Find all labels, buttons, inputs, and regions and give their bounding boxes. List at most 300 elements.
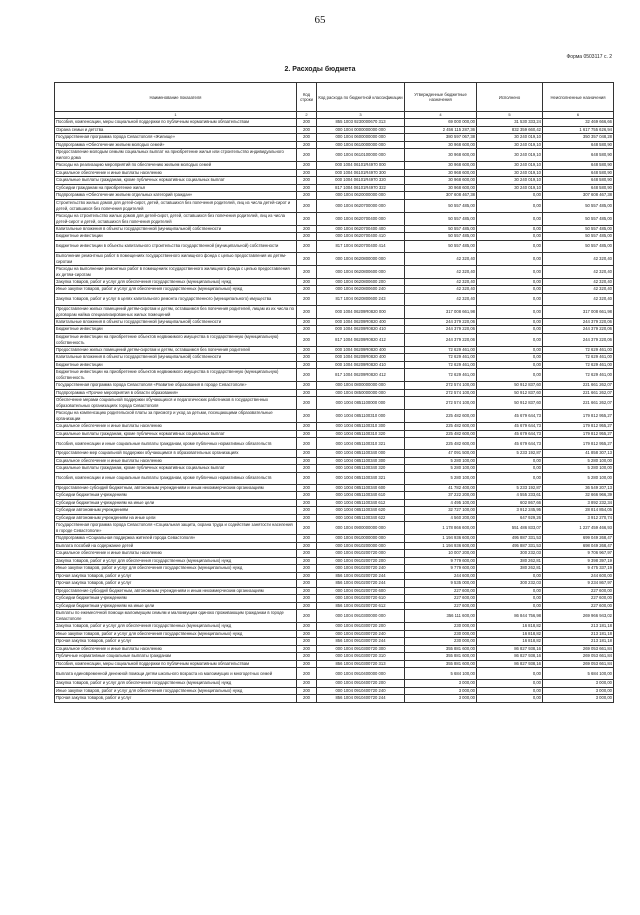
row-budget-code: 000 1004 0851100000 000 (317, 397, 405, 410)
row-unexecuted: 3 000,00 (543, 687, 614, 695)
row-approved: 10 007 200,00 (405, 550, 477, 558)
row-line-code: 200 (297, 141, 317, 149)
row-unexecuted: 50 557 485,00 (543, 240, 614, 252)
row-approved: 72 629 461,00 (405, 369, 477, 382)
row-budget-code: 000 1004 0851100340 000 (317, 450, 405, 458)
table-row (55, 326, 614, 334)
row-executed: 0,00 (477, 318, 543, 326)
row-name: Социальные выплаты гражданам, кроме публичных нормативных социальных выплат (55, 465, 297, 473)
row-unexecuted: 269 966 943,02 (543, 610, 614, 623)
row-name: Бюджетные инвестиции (55, 326, 297, 334)
row-line-code: 200 (297, 653, 317, 661)
row-name: Прочая закупка товаров, работ и услуг (55, 695, 297, 703)
row-unexecuted: 72 629 461,00 (543, 361, 614, 369)
row-executed: 45 679 644,73 (477, 430, 543, 438)
row-budget-code: 000 1004 0600000000 000 (317, 134, 405, 142)
row-budget-code: 000 1004 0620800000 000 (317, 252, 405, 265)
row-line-code: 200 (297, 687, 317, 695)
row-approved: 37 222 200,00 (405, 492, 477, 500)
table-row (55, 638, 614, 646)
row-name: Иные закупки товаров, работ и услуг для обеспечения государственных (муниципальных) нужд (55, 687, 297, 695)
row-executed: 0,00 (477, 286, 543, 294)
table-row (55, 484, 614, 492)
table-row (55, 382, 614, 390)
row-executed: 0,00 (477, 212, 543, 225)
row-budget-code: 856 1004 0910300720 244 (317, 638, 405, 646)
row-unexecuted: 648 580,90 (543, 149, 614, 162)
row-budget-code: 000 1004 06209R0820 400 (317, 346, 405, 354)
row-approved: 30 968 600,00 (405, 149, 477, 162)
row-approved: 30 968 600,00 (405, 184, 477, 192)
row-line-code: 200 (297, 430, 317, 438)
row-unexecuted: 9 706 967,97 (543, 550, 614, 558)
row-approved: 41 782 400,00 (405, 484, 477, 492)
row-name: Иные закупки товаров, работ и услуг для обеспечения государственных (муниципальных) нужд (55, 565, 297, 573)
row-line-code: 200 (297, 265, 317, 278)
row-approved: 3 000,00 (405, 695, 477, 703)
row-name: Субсидии бюджетным учреждениям (55, 492, 297, 500)
row-approved: 4 495 100,00 (405, 499, 477, 507)
row-executed: 0,00 (477, 687, 543, 695)
table-row (55, 572, 614, 580)
row-name: Социальные выплаты гражданам, кроме публичных нормативных социальных выплат (55, 430, 297, 438)
table-row (55, 610, 614, 623)
row-line-code: 200 (297, 668, 317, 680)
row-unexecuted: 179 812 955,27 (543, 423, 614, 431)
table-row (55, 580, 614, 588)
table-row (55, 430, 614, 438)
row-unexecuted: 179 812 955,27 (543, 438, 614, 450)
row-name: Прочая закупка товаров, работ и услуг (55, 580, 297, 588)
row-budget-code: 000 1004 0900000000 000 (317, 522, 405, 535)
row-unexecuted: 9 398 397,19 (543, 557, 614, 565)
row-approved: 50 557 485,00 (405, 199, 477, 212)
row-name: Субсидии гражданам на приобретение жилья (55, 184, 297, 192)
form-code: Форма 0503117 с. 2 (566, 54, 612, 60)
row-approved: 244 379 220,06 (405, 318, 477, 326)
row-line-code: 200 (297, 514, 317, 522)
row-line-code: 200 (297, 293, 317, 305)
row-line-code: 200 (297, 602, 317, 610)
row-line-code: 200 (297, 305, 317, 318)
table-row (55, 668, 614, 680)
row-approved: 42 320,40 (405, 265, 477, 278)
table-row (55, 680, 614, 688)
row-line-code: 200 (297, 184, 317, 192)
row-unexecuted: 5 280 100,00 (543, 465, 614, 473)
row-line-code: 200 (297, 438, 317, 450)
row-name: Предоставление мер социальной поддержки обучающимся в образовательных организациях (55, 450, 297, 458)
row-unexecuted: 179 812 955,27 (543, 430, 614, 438)
row-budget-code: 000 1004 0910200720 600 (317, 587, 405, 595)
row-executed: 50 912 837,60 (477, 389, 543, 397)
row-executed: 30 240 019,10 (477, 184, 543, 192)
row-line-code: 200 (297, 623, 317, 631)
row-line-code: 200 (297, 225, 317, 233)
row-budget-code: 817 1004 06101R4970 322 (317, 184, 405, 192)
row-budget-code: 000 1004 0620800600 200 (317, 278, 405, 286)
row-budget-code: 000 1004 0851100340 610 (317, 492, 405, 500)
row-budget-code: 000 1004 0910300720 240 (317, 630, 405, 638)
row-line-code: 200 (297, 318, 317, 326)
row-line-code: 200 (297, 233, 317, 241)
row-budget-code: 856 1004 0910200720 244 (317, 580, 405, 588)
table-row (55, 542, 614, 550)
row-unexecuted: 317 008 661,98 (543, 305, 614, 318)
row-executed: 0,00 (477, 233, 543, 241)
row-approved: 380 597 067,38 (405, 134, 477, 142)
row-executed: 30 240 019,10 (477, 162, 543, 170)
row-executed: 45 679 644,73 (477, 438, 543, 450)
row-approved: 225 482 600,00 (405, 423, 477, 431)
row-budget-code: 000 1004 0851100310 000 (317, 410, 405, 423)
row-name: Субсидии автономным учреждениям (55, 507, 297, 515)
row-line-code: 200 (297, 423, 317, 431)
row-budget-code: 000 1004 0620800600 000 (317, 265, 405, 278)
row-budget-code: 000 1004 0620800600 240 (317, 286, 405, 294)
row-unexecuted: 42 320,40 (543, 286, 614, 294)
row-budget-code: 817 1004 0620700400 414 (317, 240, 405, 252)
row-line-code: 200 (297, 638, 317, 646)
row-approved: 2 456 115 287,36 (405, 126, 477, 134)
row-executed: 0,00 (477, 587, 543, 595)
header-unexecuted: Неисполненные назначения (543, 83, 614, 112)
header-executed: Исполнено (477, 83, 543, 112)
table-row (55, 369, 614, 382)
table-row (55, 465, 614, 473)
col-index: 1 (55, 112, 297, 119)
table-row (55, 438, 614, 450)
row-unexecuted: 1 617 755 626,94 (543, 126, 614, 134)
row-unexecuted: 5 684 100,00 (543, 668, 614, 680)
row-unexecuted: 244 600,00 (543, 572, 614, 580)
table-row (55, 318, 614, 326)
row-line-code: 200 (297, 126, 317, 134)
table-row (55, 514, 614, 522)
row-approved: 72 629 461,00 (405, 361, 477, 369)
row-executed: 0,00 (477, 668, 543, 680)
row-budget-code: 817 1004 0620800600 243 (317, 293, 405, 305)
row-budget-code: 000 1004 0910200000 000 (317, 542, 405, 550)
row-budget-code: 000 1004 0910200720 200 (317, 557, 405, 565)
header-name: Наименование показателя (55, 83, 297, 112)
table-row (55, 595, 614, 603)
row-budget-code: 000 1004 0000000000 000 (317, 126, 405, 134)
row-executed: 0,00 (477, 354, 543, 362)
row-approved: 5 684 100,00 (405, 668, 477, 680)
row-unexecuted: 269 053 661,84 (543, 645, 614, 653)
row-line-code: 200 (297, 369, 317, 382)
row-executed: 0,00 (477, 472, 543, 484)
row-unexecuted: 269 053 661,84 (543, 660, 614, 668)
table-row (55, 252, 614, 265)
row-unexecuted: 50 557 485,00 (543, 233, 614, 241)
row-approved: 317 008 661,98 (405, 305, 477, 318)
row-unexecuted: 244 379 220,06 (543, 326, 614, 334)
row-budget-code: 000 1004 0851100310 321 (317, 438, 405, 450)
table-row (55, 233, 614, 241)
row-budget-code: 000 1004 0910200720 240 (317, 565, 405, 573)
table-row (55, 225, 614, 233)
col-index: 2 (297, 112, 317, 119)
row-name: Выполнение ремонтных работ в помещениях государственного жилищного фонда с целью предоставления их детям-сиротам (55, 252, 297, 265)
row-name: Строительство жилых домов для детей-сирот, детей, оставшихся без попечения родителей, лиц из числа детей-сирот и детей, оставшихся без попечения родителей (55, 199, 297, 212)
row-executed: 30 240 019,10 (477, 149, 543, 162)
row-unexecuted: 50 557 485,00 (543, 212, 614, 225)
row-budget-code: 000 1004 0910300000 000 (317, 610, 405, 623)
row-line-code: 200 (297, 278, 317, 286)
row-approved: 244 600,00 (405, 572, 477, 580)
table-row (55, 240, 614, 252)
row-line-code: 200 (297, 542, 317, 550)
row-name: Субсидии автономным учреждениям на иные цели (55, 514, 297, 522)
row-budget-code: 000 1004 0851100340 620 (317, 507, 405, 515)
row-line-code: 200 (297, 550, 317, 558)
row-name: Иные закупки товаров, работ и услуг для обеспечения государственных (муниципальных) нужд (55, 286, 297, 294)
table-row (55, 134, 614, 142)
row-unexecuted: 3 912 270,74 (543, 514, 614, 522)
row-name: Социальное обеспечение и иные выплаты населению (55, 645, 297, 653)
row-line-code: 200 (297, 610, 317, 623)
row-approved: 42 320,40 (405, 286, 477, 294)
row-line-code: 200 (297, 472, 317, 484)
table-row (55, 119, 614, 127)
row-name: Расходы на выполнение ремонтных работ в помещениях государственного жилищного фонда с целью предоставления их детям-сиротам (55, 265, 297, 278)
row-approved: 355 881 600,00 (405, 653, 477, 661)
row-executed: 0,00 (477, 572, 543, 580)
table-row (55, 199, 614, 212)
row-executed: 86 844 756,98 (477, 610, 543, 623)
table-row (55, 278, 614, 286)
row-name: Социальное обеспечение и иные выплаты населению (55, 169, 297, 177)
row-name: Капитальные вложения в объекты государственной (муниципальной) собственности (55, 318, 297, 326)
row-name: Бюджетные инвестиции (55, 233, 297, 241)
row-name: Подпрограмма «Прочие мероприятия в области образования» (55, 389, 297, 397)
row-line-code: 200 (297, 382, 317, 390)
table-row (55, 660, 614, 668)
row-unexecuted: 269 053 661,84 (543, 653, 614, 661)
row-executed: 0,00 (477, 252, 543, 265)
row-name: Расходы на строительство жилых домов для детей-сирот, детей, оставшихся без попечения родителей, лиц из числа детей-сирот и детей, оставшихся без попечения родителей (55, 212, 297, 225)
row-executed: 0,00 (477, 240, 543, 252)
row-unexecuted: 42 320,40 (543, 278, 614, 286)
row-line-code: 200 (297, 240, 317, 252)
row-approved: 50 557 485,00 (405, 225, 477, 233)
row-unexecuted: 350 357 048,28 (543, 134, 614, 142)
row-approved: 9 535 000,00 (405, 580, 477, 588)
row-unexecuted: 72 629 461,00 (543, 354, 614, 362)
row-unexecuted: 32 666 966,39 (543, 492, 614, 500)
row-line-code: 200 (297, 149, 317, 162)
row-line-code: 200 (297, 346, 317, 354)
table-row (55, 623, 614, 631)
row-approved: 230 000,00 (405, 638, 477, 646)
row-executed: 0,00 (477, 293, 543, 305)
row-approved: 5 280 100,00 (405, 465, 477, 473)
row-approved: 356 111 600,00 (405, 610, 477, 623)
row-executed: 45 679 644,73 (477, 410, 543, 423)
row-budget-code: 000 1004 0851100340 622 (317, 514, 405, 522)
row-executed: 832 359 660,42 (477, 126, 543, 134)
row-budget-code: 000 1004 0620000000 000 (317, 192, 405, 200)
row-approved: 30 968 600,00 (405, 162, 477, 170)
row-executed: 0,00 (477, 305, 543, 318)
row-executed: 300 232,03 (477, 550, 543, 558)
row-approved: 244 379 220,06 (405, 333, 477, 346)
row-unexecuted: 213 181,18 (543, 630, 614, 638)
row-line-code: 200 (297, 680, 317, 688)
table-header-row (55, 83, 614, 112)
row-line-code: 200 (297, 252, 317, 265)
row-executed: 86 827 938,16 (477, 660, 543, 668)
row-budget-code: 817 1004 06209R0820 412 (317, 369, 405, 382)
table-row (55, 492, 614, 500)
table-row (55, 653, 614, 661)
row-unexecuted: 227 600,00 (543, 595, 614, 603)
row-budget-code: 856 1004 0910200720 612 (317, 602, 405, 610)
row-budget-code: 817 1004 06209R0820 412 (317, 333, 405, 346)
row-line-code: 200 (297, 580, 317, 588)
row-approved: 355 881 600,00 (405, 660, 477, 668)
row-approved: 3 000,00 (405, 680, 477, 688)
row-name: Выплата пособий на содержание детей (55, 542, 297, 550)
row-unexecuted: 3 892 232,34 (543, 499, 614, 507)
row-name: Пособия, компенсации и иные социальные выплаты гражданам, кроме публичных нормативных обязательств (55, 472, 297, 484)
row-unexecuted: 227 600,00 (543, 587, 614, 595)
row-approved: 244 379 220,06 (405, 326, 477, 334)
row-budget-code: 000 1004 0620700000 000 (317, 199, 405, 212)
row-approved: 47 091 500,00 (405, 450, 477, 458)
row-executed: 300 232,03 (477, 580, 543, 588)
row-budget-code: 000 1004 0851100340 600 (317, 484, 405, 492)
row-budget-code: 000 1004 0610100000 000 (317, 149, 405, 162)
row-budget-code: 000 1004 0910400720 200 (317, 680, 405, 688)
table-row (55, 587, 614, 595)
row-name: Бюджетные инвестиции в объекты капитального строительства государственной (муниципальной) собственности (55, 240, 297, 252)
row-unexecuted: 36 549 207,13 (543, 484, 614, 492)
row-name: Расходы на компенсацию родительской платы за присмотр и уход за детьми, посещающими образовательные организации (55, 410, 297, 423)
table-row (55, 169, 614, 177)
row-budget-code: 000 1004 06209R0820 410 (317, 326, 405, 334)
row-executed: 86 827 938,16 (477, 653, 543, 661)
row-approved: 227 600,00 (405, 602, 477, 610)
row-executed: 0,00 (477, 369, 543, 382)
row-budget-code: 000 1004 06209R0820 410 (317, 361, 405, 369)
header-line-code: Код строки (297, 83, 317, 112)
row-name: Капитальные вложения в объекты государственной (муниципальной) собственности (55, 354, 297, 362)
row-unexecuted: 648 580,90 (543, 184, 614, 192)
row-unexecuted: 648 580,90 (543, 141, 614, 149)
row-budget-code: 000 1004 0851100310 300 (317, 423, 405, 431)
row-budget-code: 000 1004 0851100340 612 (317, 499, 405, 507)
row-executed: 16 818,82 (477, 630, 543, 638)
row-approved: 3 000,00 (405, 687, 477, 695)
row-name: Предоставление жилых помещений детям-сиротам и детям, оставшимся без попечения родителей (55, 346, 297, 354)
row-executed: 86 827 938,16 (477, 645, 543, 653)
col-index: 5 (477, 112, 543, 119)
row-name: Социальное обеспечение и иные выплаты населению (55, 550, 297, 558)
row-executed: 5 233 192,87 (477, 450, 543, 458)
row-approved: 5 280 100,00 (405, 472, 477, 484)
row-line-code: 200 (297, 212, 317, 225)
row-unexecuted: 72 629 461,00 (543, 369, 614, 382)
table-row (55, 565, 614, 573)
row-unexecuted: 227 600,00 (543, 602, 614, 610)
row-executed: 30 240 019,10 (477, 169, 543, 177)
row-budget-code: 000 1004 06101R4970 300 (317, 169, 405, 177)
row-approved: 42 320,40 (405, 278, 477, 286)
row-approved: 50 557 485,00 (405, 240, 477, 252)
row-executed: 3 912 245,95 (477, 507, 543, 515)
row-line-code: 200 (297, 507, 317, 515)
table-row (55, 126, 614, 134)
row-unexecuted: 221 661 262,07 (543, 397, 614, 410)
row-unexecuted: 5 280 100,00 (543, 472, 614, 484)
row-executed: 31 530 333,24 (477, 119, 543, 127)
row-line-code: 200 (297, 361, 317, 369)
row-unexecuted: 213 181,18 (543, 638, 614, 646)
row-executed: 0,00 (477, 265, 543, 278)
row-approved: 272 574 100,00 (405, 382, 477, 390)
table-row (55, 333, 614, 346)
row-unexecuted: 648 580,90 (543, 177, 614, 185)
row-executed: 50 912 837,60 (477, 382, 543, 390)
row-unexecuted: 32 469 666,66 (543, 119, 614, 127)
row-executed: 0,00 (477, 333, 543, 346)
row-budget-code: 000 1004 0800000000 000 (317, 382, 405, 390)
row-line-code: 200 (297, 286, 317, 294)
row-name: Предоставление молодым семьям социальных выплат на приобретение жилья или строительство индивидуального жилого дома (55, 149, 297, 162)
row-line-code: 200 (297, 499, 317, 507)
row-unexecuted: 1 227 459 466,93 (543, 522, 614, 535)
row-executed: 5 233 192,87 (477, 484, 543, 492)
row-name: Государственная программа города Севастополя «Жилище» (55, 134, 297, 142)
row-line-code: 200 (297, 572, 317, 580)
row-approved: 272 574 100,00 (405, 389, 477, 397)
table-row (55, 557, 614, 565)
row-approved: 225 482 600,00 (405, 438, 477, 450)
row-name: Государственная программа города Севастополя «Развитие образования в городе Севастополе» (55, 382, 297, 390)
row-budget-code: 000 1004 0620700400 410 (317, 233, 405, 241)
row-line-code: 200 (297, 522, 317, 535)
row-budget-code: 855 1003 9230000670 313 (317, 119, 405, 127)
row-budget-code: 000 1004 0910400000 000 (317, 668, 405, 680)
row-unexecuted: 42 320,40 (543, 293, 614, 305)
row-name: Подпрограмма «Социальная поддержка жителей города Севастополя» (55, 535, 297, 543)
row-budget-code: 000 1004 0910200720 000 (317, 550, 405, 558)
row-executed: 45 679 644,73 (477, 423, 543, 431)
row-budget-code: 000 1004 06209R0820 400 (317, 354, 405, 362)
header-budget-code: Код расхода по бюджетной классификации (317, 83, 405, 112)
row-approved: 69 000 000,00 (405, 119, 477, 127)
row-approved: 42 320,40 (405, 252, 477, 265)
table-row (55, 177, 614, 185)
table-row (55, 389, 614, 397)
row-unexecuted: 9 234 867,97 (543, 580, 614, 588)
row-line-code: 200 (297, 645, 317, 653)
row-line-code: 200 (297, 389, 317, 397)
row-budget-code: 000 1004 0620700400 400 (317, 225, 405, 233)
row-unexecuted: 42 320,40 (543, 252, 614, 265)
row-name: Государственная программа города Севастополя «Социальная защита, охрана труда и содействие занятости населения в городе Севастополе» (55, 522, 297, 535)
row-line-code: 200 (297, 333, 317, 346)
row-approved: 32 727 100,00 (405, 507, 477, 515)
row-name: Выплата единовременной денежной помощи детям школьного возраста из малоимущих и многодетных семей (55, 668, 297, 680)
row-unexecuted: 41 858 307,13 (543, 450, 614, 458)
table-row (55, 695, 614, 703)
row-unexecuted: 307 608 467,38 (543, 192, 614, 200)
row-budget-code: 856 1004 0910200720 244 (317, 572, 405, 580)
